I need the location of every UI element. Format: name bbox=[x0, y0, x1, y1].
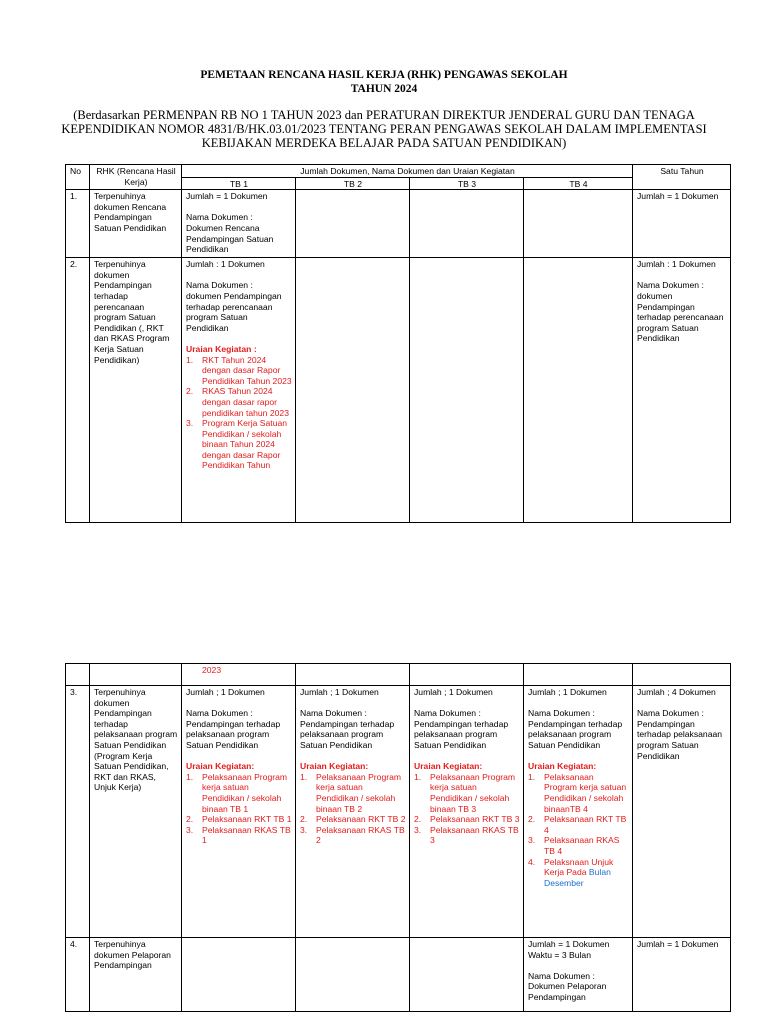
list-item: 3. Pelaksanaan RKAS TB 2 bbox=[300, 824, 405, 846]
row1-tb3 bbox=[410, 190, 524, 258]
row1-tb2 bbox=[296, 190, 410, 258]
list-item: 3. Program Kerja Satuan Pendidikan / sekolah binaan Tahun 2024 dengan dasar Rapor Pendidikan Tahun bbox=[186, 418, 288, 471]
row3-satu-tahun-nama: Pendampingan terhadap pelaksanaan program Satuan Pendidikan bbox=[637, 718, 723, 761]
row2-tb4 bbox=[524, 258, 633, 523]
row3-tb2-nama: Pendampingan terhadap pelaksanaan program Satuan Pendidikan bbox=[300, 718, 395, 750]
header-tb3: TB 3 bbox=[410, 177, 524, 190]
table-row bbox=[66, 190, 731, 258]
row2-satu-tahun-nama-label: Nama Dokumen : bbox=[637, 280, 704, 291]
row4-no: 4. bbox=[66, 938, 90, 1012]
row3-tb2-uraian-list bbox=[300, 772, 406, 846]
rhk-table-page-1 bbox=[65, 164, 731, 523]
row3-tb2 bbox=[296, 686, 410, 938]
row2-tb1-nama-label: Nama Dokumen : bbox=[186, 280, 253, 291]
row3-satu-tahun-nama-label: Nama Dokumen : bbox=[637, 708, 704, 719]
row4-satu-tahun: Jumlah = 1 Dokumen bbox=[633, 938, 731, 1012]
row1-tb1-nama-label: Nama Dokumen : bbox=[186, 212, 253, 223]
list-item: 3. Pelaksanaan RKAS TB 4 bbox=[528, 835, 620, 856]
row1-tb1-nama: Dokumen Rencana Pendampingan Satuan Pendidikan bbox=[186, 222, 274, 255]
row1-rhk: Terpenuhinya dokumen Rencana Pendampingan Satuan Pendidikan bbox=[90, 190, 182, 258]
row4-rhk: Terpenuhinya dokumen Pelaporan Pendampingan bbox=[90, 938, 182, 1012]
row2-tb1-nama: dokumen Pendampingan terhadap perencanaan program Satuan Pendidikan bbox=[186, 290, 282, 333]
header-tb2: TB 2 bbox=[296, 177, 410, 190]
row2-rhk: Terpenuhinya dokumen Pendampingan terhadap perencanaan program Satuan Pendidikan (, RKT dan RKAS Program Kerja Satuan Pendidikan) bbox=[90, 258, 182, 523]
row3-tb1-jumlah: Jumlah ; 1 Dokumen bbox=[186, 687, 265, 697]
row4-tb2 bbox=[296, 938, 410, 1012]
row2-satu-tahun-jumlah: Jumlah : 1 Dokumen bbox=[637, 259, 716, 270]
list-item: 2. Pelaksanaan RKT TB 2 bbox=[300, 814, 406, 825]
row3-satu-tahun bbox=[633, 686, 731, 938]
document-subtitle-line-2: KEPENDIDIKAN NOMOR 4831/B/HK.03.01/2023 TENTANG PERAN PENGAWAS SEKOLAH DALAM IMPLEMENTASI bbox=[61, 122, 707, 136]
header-rhk: RHK (Rencana Hasil Kerja) bbox=[90, 165, 182, 190]
row2-no: 2. bbox=[66, 258, 90, 523]
list-item: 1. RKT Tahun 2024 dengan dasar Rapor Pendidikan Tahun 2023 bbox=[186, 354, 292, 386]
table-row bbox=[66, 938, 731, 1012]
row3-tb1 bbox=[182, 686, 296, 938]
header-group: Jumlah Dokumen, Nama Dokumen dan Uraian Kegiatan bbox=[182, 165, 633, 178]
row1-tb4 bbox=[524, 190, 633, 258]
document-subtitle-line-3: KEBIJAKAN MERDEKA BELAJAR PADA SATUAN PENDIDIKAN) bbox=[201, 136, 567, 150]
row3-tb3-uraian-list bbox=[414, 772, 520, 846]
row3-tb3-jumlah: Jumlah ; 1 Dokumen bbox=[414, 687, 493, 697]
row3-tb2-uraian-label: Uraian Kegiatan: bbox=[300, 761, 369, 772]
document-subtitle-line-1: (Berdasarkan PERMENPAN RB NO 1 TAHUN 2023 dan PERATURAN DIREKTUR JENDERAL GURU DAN TENAGA bbox=[73, 108, 695, 122]
row3-tb3 bbox=[410, 686, 524, 938]
row3-tb1-nama: Pendampingan terhadap pelaksanaan program Satuan Pendidikan bbox=[186, 718, 281, 750]
document-title-year: TAHUN 2024 bbox=[350, 83, 418, 95]
row4-tb4-nama-label: Nama Dokumen : bbox=[528, 970, 595, 981]
header-tb1: TB 1 bbox=[182, 177, 296, 190]
row2-uraian-continued: 2023 bbox=[202, 665, 222, 675]
row3-tb4-nama: Pendampingan terhadap pelaksanaan program Satuan Pendidikan bbox=[528, 718, 623, 750]
table-row bbox=[66, 686, 731, 938]
row2-uraian-list bbox=[186, 355, 292, 472]
row3-tb1-uraian-label: Uraian Kegiatan: bbox=[186, 761, 255, 772]
row2-tb1-jumlah: Jumlah : 1 Dokumen bbox=[186, 259, 265, 270]
row4-tb4-nama: Dokumen Pelaporan Pendampingan bbox=[528, 981, 607, 1002]
list-item: 3. Pelaksanaan RKAS TB 3 bbox=[414, 824, 519, 846]
row3-tb4-nama-label: Nama Dokumen : bbox=[528, 708, 595, 719]
row3-tb4 bbox=[524, 686, 633, 938]
row3-tb4-uraian-label: Uraian Kegiatan: bbox=[528, 761, 597, 772]
row3-no: 3. bbox=[66, 686, 90, 938]
row1-tb1-jumlah: Jumlah = 1 Dokumen bbox=[186, 191, 268, 202]
header-satu-tahun: Satu Tahun bbox=[633, 165, 731, 190]
list-item: 2. Pelaksanaan RKT TB 1 bbox=[186, 814, 292, 825]
list-item: 1. Pelaksanaan Program kerja satuan Pendidikan / sekolah binaan TB 1 bbox=[186, 771, 288, 814]
row3-tb1-nama-label: Nama Dokumen : bbox=[186, 708, 253, 719]
row3-tb3-uraian-label: Uraian Kegiatan: bbox=[414, 761, 483, 772]
document-title: PEMETAAN RENCANA HASIL KERJA (RHK) PENGAWAS SEKOLAH bbox=[200, 69, 568, 81]
row2-tb1 bbox=[182, 258, 296, 523]
row3-tb1-uraian-list bbox=[186, 772, 292, 846]
row2-satu-tahun bbox=[633, 258, 731, 523]
header-tb4: TB 4 bbox=[524, 177, 633, 190]
row3-tb2-jumlah: Jumlah ; 1 Dokumen bbox=[300, 687, 379, 697]
row4-tb4 bbox=[524, 938, 633, 1012]
list-item: 1. Pelaksanaan Program kerja satuan Pendidikan / sekolah binaanTB 4 bbox=[528, 771, 627, 814]
row2-tb3 bbox=[410, 258, 524, 523]
row3-tb4-uraian-list bbox=[528, 772, 629, 889]
row4-tb4-jumlah: Jumlah = 1 Dokumen bbox=[528, 939, 610, 949]
row1-no: 1. bbox=[66, 190, 90, 258]
list-item: 2. Pelaksanaan RKT TB 3 bbox=[414, 814, 520, 825]
row3-tb4-jumlah: Jumlah ; 1 Dokumen bbox=[528, 687, 607, 697]
row4-tb4-waktu: Waktu = 3 Bulan bbox=[528, 949, 591, 960]
row4-tb3 bbox=[410, 938, 524, 1012]
list-item: 1. Pelaksanaan Program kerja satuan Pendidikan / sekolah binaan TB 2 bbox=[300, 771, 402, 814]
list-item: 2. RKAS Tahun 2024 dengan dasar rapor pendidikan tahun 2023 bbox=[186, 386, 289, 418]
row3-satu-tahun-jumlah: Jumlah ; 4 Dokumen bbox=[637, 687, 716, 697]
table-row-continued bbox=[66, 664, 731, 686]
header-no: No bbox=[66, 165, 90, 190]
table-row bbox=[66, 258, 731, 523]
row1-tb1 bbox=[182, 190, 296, 258]
row3-tb2-nama-label: Nama Dokumen : bbox=[300, 708, 367, 719]
list-item: 2. Pelaksanaan RKT TB 4 bbox=[528, 814, 627, 835]
row3-rhk: Terpenuhinya dokumen Pendampingan terhadap pelaksanaan program Satuan Pendidikan (Program Kerja Satuan Pendidikan, RKT dan RKAS, Unjuk Kerja) bbox=[90, 686, 182, 938]
row4-tb1 bbox=[182, 938, 296, 1012]
row2-tb2 bbox=[296, 258, 410, 523]
row1-satu-tahun: Jumlah = 1 Dokumen bbox=[633, 190, 731, 258]
list-item: 4. Pelaksnaan Unjuk Kerja Pada Bulan Desember bbox=[528, 856, 614, 888]
list-item: 3. Pelaksanaan RKAS TB 1 bbox=[186, 824, 291, 846]
row3-tb3-nama: Pendampingan terhadap pelaksanaan program Satuan Pendidikan bbox=[414, 718, 509, 750]
row2-uraian-label: Uraian Kegiatan : bbox=[186, 343, 257, 354]
rhk-table-page-2 bbox=[65, 663, 731, 1012]
row2-satu-tahun-nama: dokumen Pendampingan terhadap perencanaan program Satuan Pendidikan bbox=[637, 290, 724, 344]
row3-tb3-nama-label: Nama Dokumen : bbox=[414, 708, 481, 719]
list-item: 1. Pelaksanaan Program kerja satuan Pendidikan / sekolah binaan TB 3 bbox=[414, 771, 516, 814]
table-header-row bbox=[66, 165, 731, 178]
